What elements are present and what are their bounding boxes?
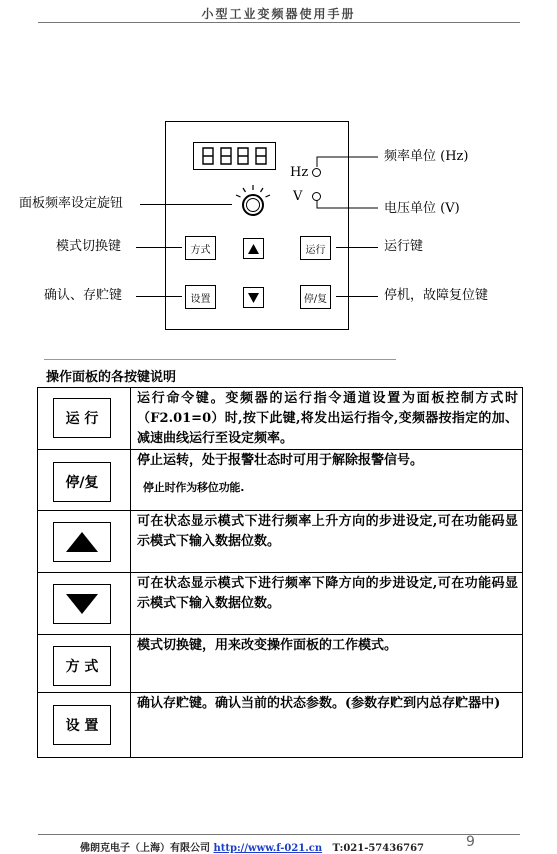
table-row [38,388,523,450]
stop-reset-button[interactable]: 停/复 [300,285,331,309]
knob-leader [140,204,232,205]
key-cell [38,388,131,450]
table-row [38,450,523,511]
key-cell [38,450,131,511]
mode-key-desc: 模式切换键，用来改变操作面板的工作模式。 [137,638,398,653]
run-key-desc: 运行命令键。变频器的运行指令通道设置为面板控制方式时（F2.01=0）时,按下此键,将发出运行指令,变频器按指定的加、减速曲线运行至设定频率。 [137,391,518,446]
stop-key-box: 停/复 [53,462,111,502]
up-key-box [53,522,111,562]
stop-leader [336,296,378,297]
table-row [38,693,523,758]
page-number: 9 [466,834,475,850]
footer [80,839,424,854]
down-key-desc: 可在状态显示模式下进行频率下降方向的步进设定,可在功能码显示模式下输入数据位数。 [137,576,518,611]
set-button[interactable]: 设置 [185,285,216,309]
run-key-box: 运 行 [53,398,111,438]
footer-tel: T:021-57436767 [332,843,425,854]
key-cell [38,693,131,758]
stop-key-desc: 停止运转，处于报警壮态时可用于解除报警信号。 [137,453,424,468]
table-row [38,635,523,693]
hz-unit-label: 频率单位 (Hz) [384,149,469,164]
key-desc [131,693,523,758]
up-key-desc: 可在状态显示模式下进行频率上升方向的步进设定,可在功能码显示模式下输入数据位数。 [137,514,518,549]
key-desc [131,635,523,693]
footer-rule [38,834,520,835]
down-triangle-icon [66,594,98,614]
stop-key-note: 停止时作为移位功能. [143,481,245,494]
run-leader [336,247,378,248]
key-desc [131,511,523,573]
table-row [38,573,523,635]
up-triangle-icon [66,532,98,552]
down-key-box [53,584,111,624]
key-cell [38,573,131,635]
set-key-desc: 确认存贮键。确认当前的状态参数。(参数存贮到内总存贮器中) [137,696,501,711]
stop-key-label: 停机，故障复位键 [384,288,489,303]
knob-label: 面板频率设定旋钮 [19,196,124,211]
callout-lines [0,0,557,360]
footer-company: 佛朗克电子（上海）有限公司 [80,843,210,854]
section-title: 操作面板的各按键说明 [46,370,177,385]
mode-button[interactable]: 方式 [185,236,216,260]
key-desc [131,388,523,450]
key-cell [38,635,131,693]
run-button[interactable]: 运行 [300,236,331,260]
table-row [38,511,523,573]
v-unit-label: 电压单位 (V) [384,201,460,216]
hz-led-label: Hz [290,165,309,180]
run-key-label: 运行键 [384,239,424,254]
key-desc [131,573,523,635]
set-key-box: 设 置 [53,705,111,745]
v-led-label: V [293,189,303,204]
key-desc [131,450,523,511]
key-cell [38,511,131,573]
key-description-table [37,387,523,758]
footer-url-link[interactable]: http://www.f-021.cn [213,843,323,854]
page-header-title: 小型工业变频器使用手册 [201,7,356,21]
mode-key-box: 方 式 [53,646,111,686]
section-rule [44,359,396,360]
confirm-leader [136,296,182,297]
confirm-key-label: 确认、存贮键 [44,288,123,303]
mode-leader [136,247,182,248]
mode-key-label: 模式切换键 [56,239,122,254]
